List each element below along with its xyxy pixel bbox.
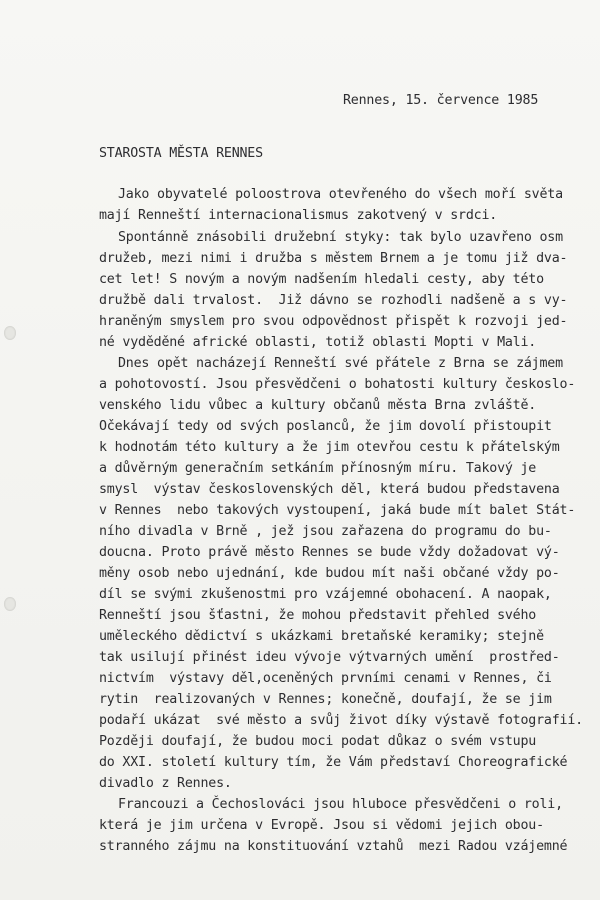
paragraph-line: Později doufají, že budou moci podat důkaz o svém vstupu (99, 734, 537, 749)
letter-date: Rennes, 15. července 1985 (343, 93, 539, 108)
paragraph-line: Jako obyvatelé poloostrova otevřeného do všech moří světa (118, 187, 563, 202)
paragraph-line: hraněným smyslem pro svou odpovědnost přispět k rozvoji jed- (99, 314, 568, 329)
paragraph-line: né vyděděné africké oblasti, totiž oblasti Mopti v Mali. (99, 335, 537, 350)
paragraph-line: divadlo z Rennes. (99, 776, 232, 791)
paragraph-line: a pohotovostí. Jsou přesvědčeni o bohatosti kultury českoslo- (99, 377, 576, 392)
paragraph-line: cet let! S novým a novým nadšením hledali cesty, aby této (99, 272, 544, 287)
paragraph-line: měny osob nebo ujednání, kde budou mít naši občané vždy po- (99, 566, 560, 581)
paragraph-line: Očekávají tedy od svých poslanců, že jim dovolí přistoupit (99, 419, 552, 434)
paragraph-line: mají Renneští internacionalismus zakotvený v srdci. (99, 208, 498, 223)
punch-hole (4, 326, 16, 340)
paragraph-line: díl se svými zkušenostmi pro vzájemné obohacení. A naopak, (99, 587, 552, 602)
paragraph-line: smysl výstav československých děl, která budou představena (99, 482, 560, 497)
paragraph-line: k hodnotám této kultury a že jim otevřou cestu k přátelským (99, 440, 560, 455)
paragraph-line: rytin realizovaných v Rennes; konečně, doufají, že se jim (99, 692, 552, 707)
paragraph-line: která je jim určena v Evropě. Jsou si vědomi jejich obou- (99, 818, 544, 833)
paragraph-line: družeb, mezi nimi i družba s městem Brnem a je tomu již dva- (99, 251, 568, 266)
paragraph-line: nictvím výstavy děl,oceněných prvními cenami v Rennes, či (99, 671, 552, 686)
paragraph-line: Spontánně znásobili družební styky: tak bylo uzavřeno osm (118, 230, 563, 245)
punch-hole (4, 597, 16, 611)
paragraph-line: Renneští jsou šťastni, že mohou představit přehled svého (99, 608, 537, 623)
letter-addressee: STAROSTA MĚSTA RENNES (99, 146, 263, 161)
paragraph-line: družbě dali trvalost. Již dávno se rozhodli nadšeně a s vy- (99, 293, 568, 308)
paragraph-line: do XXI. století kultury tím, že Vám představí Choreografické (99, 755, 568, 770)
paragraph-line: Francouzi a Čechoslováci jsou hluboce přesvědčeni o roli, (118, 797, 563, 812)
paragraph-line: venského lidu vůbec a kultury občanů města Brna zvláště. (99, 398, 537, 413)
paragraph-line: doucna. Proto právě město Rennes se bude vždy dožadovat vý- (99, 545, 560, 560)
paragraph-line: a důvěrným generačním setkáním přínosným míru. Takový je (99, 461, 537, 476)
paragraph-line: stranného zájmu na konstituování vztahů mezi Radou vzájemné (99, 839, 568, 854)
paragraph-line: podaří ukázat své město a svůj život díky výstavě fotografií. (99, 713, 583, 728)
paragraph-line: Dnes opět nacházejí Renneští své přátele z Brna se zájmem (118, 356, 563, 371)
paragraph-line: uměleckého dědictví s ukázkami bretaňské keramiky; stejně (99, 629, 544, 644)
paragraph-line: v Rennes nebo takových vystoupení, jaká bude mít balet Stát- (99, 503, 576, 518)
paragraph-line: ního divadla v Brně , jež jsou zařazena do programu do bu- (99, 524, 552, 539)
paragraph-line: tak usilují přinést ideu vývoje výtvarných umění prostřed- (99, 650, 560, 665)
